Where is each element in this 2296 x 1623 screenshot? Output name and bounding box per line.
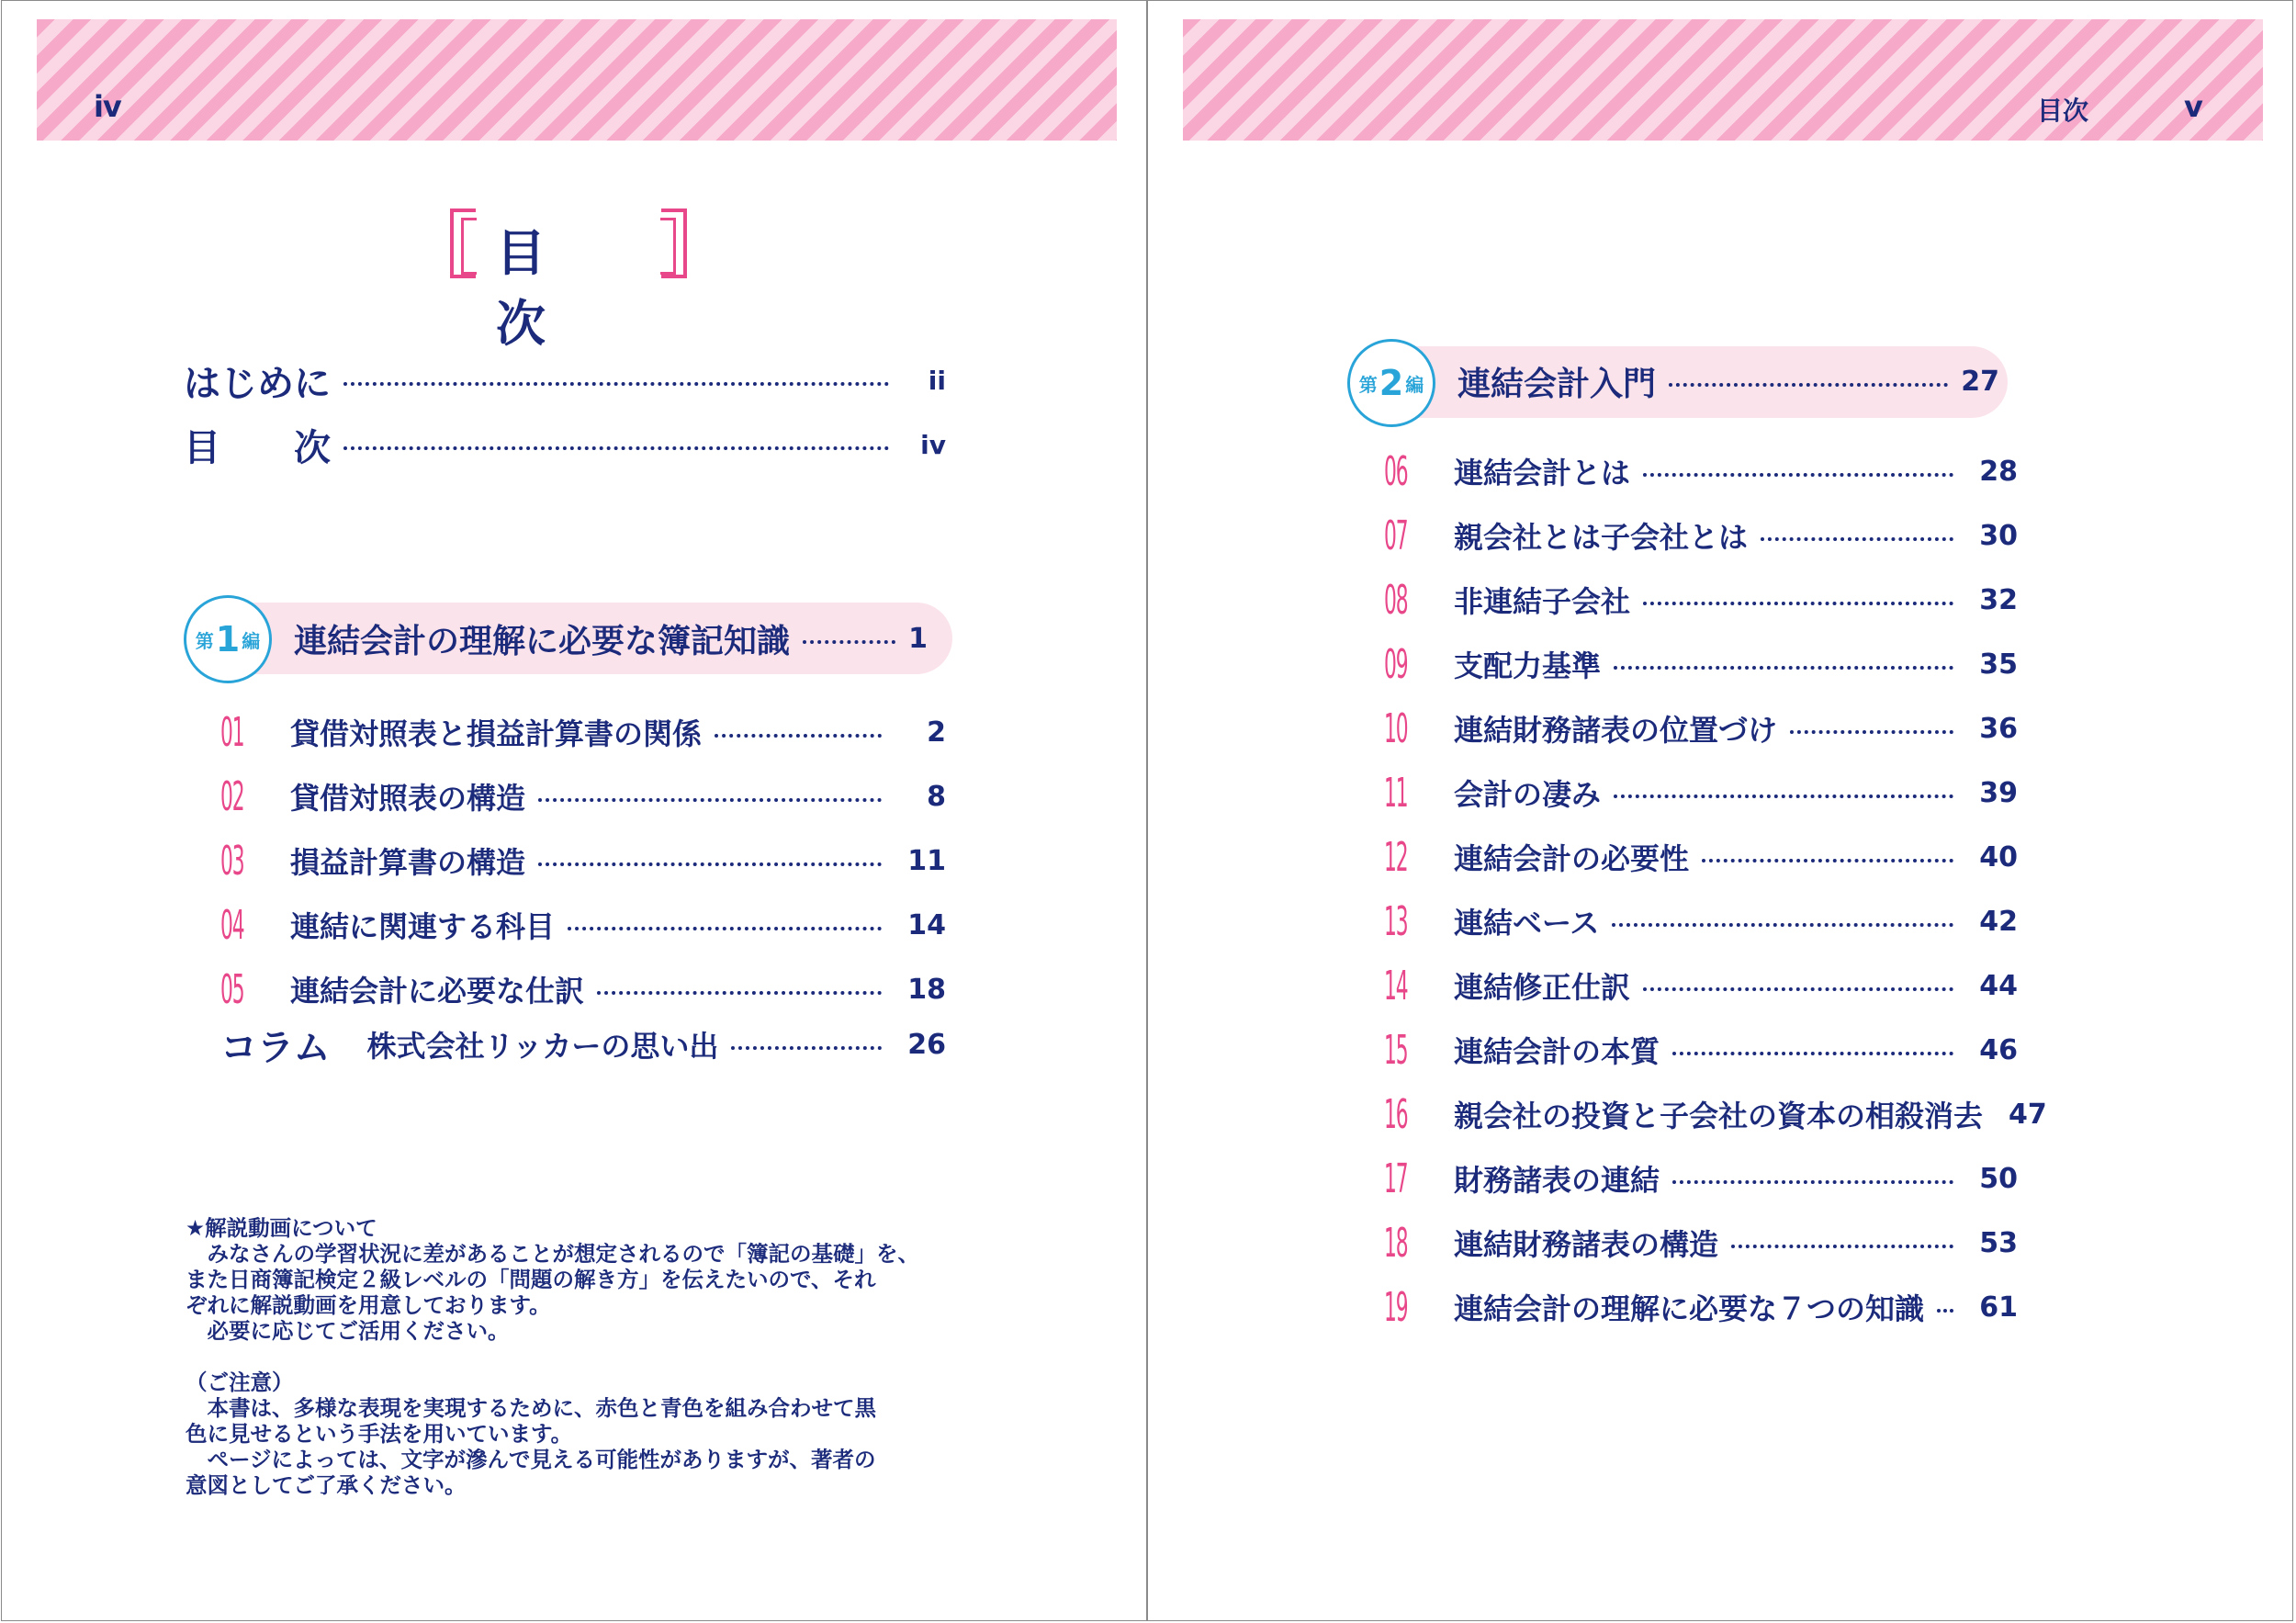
toc-chapter-10[interactable] bbox=[1384, 701, 2018, 756]
toc-entry-page: 27 bbox=[1961, 365, 1999, 398]
toc-column[interactable] bbox=[220, 1017, 946, 1072]
toc-entry-contents[interactable] bbox=[184, 419, 946, 470]
dot-leader bbox=[1614, 666, 1953, 670]
left-bracket-ornament bbox=[450, 209, 476, 278]
dot-leader bbox=[1612, 923, 1953, 927]
chapter-title: 支配力基準 bbox=[1454, 648, 1602, 683]
chapter-title: 損益計算書の構造 bbox=[290, 845, 526, 880]
toc-entry-part2[interactable] bbox=[1458, 355, 1999, 407]
chapter-number: 08 bbox=[1384, 576, 1408, 624]
chapter-number: 06 bbox=[1384, 447, 1408, 495]
toc-chapter-07[interactable] bbox=[1384, 508, 2018, 563]
running-head: 目次 bbox=[2037, 96, 2089, 126]
dot-leader bbox=[1702, 859, 1953, 862]
badge-suffix: 編 bbox=[1405, 373, 1424, 396]
dot-leader bbox=[803, 640, 895, 644]
badge-prefix: 第 bbox=[1358, 373, 1378, 396]
chapter-number: 04 bbox=[220, 901, 244, 949]
toc-chapter-15[interactable] bbox=[1384, 1022, 2018, 1077]
chapter-title: 連結財務諸表の構造 bbox=[1454, 1227, 1719, 1262]
chapter-page: 28 bbox=[1979, 455, 2018, 488]
toc-chapter-11[interactable] bbox=[1384, 765, 2018, 820]
toc-chapter-19[interactable] bbox=[1384, 1279, 2018, 1335]
dot-leader bbox=[538, 862, 882, 866]
page-folio: ⅴ bbox=[2184, 89, 2203, 124]
chapter-title: 連結会計の本質 bbox=[1454, 1034, 1660, 1069]
dot-leader bbox=[1643, 987, 1953, 991]
chapter-page: 2 bbox=[927, 716, 946, 749]
toc-chapter-18[interactable] bbox=[1384, 1215, 2018, 1270]
chapter-page: 50 bbox=[1979, 1162, 2018, 1195]
dot-leader bbox=[538, 798, 882, 802]
dot-leader bbox=[1669, 383, 1948, 387]
chapter-title: 連結財務諸表の位置づけ bbox=[1454, 713, 1778, 748]
toc-chapter-04[interactable] bbox=[220, 897, 946, 952]
chapter-page: 18 bbox=[907, 973, 946, 1006]
chapter-title: 連結会計の必要性 bbox=[1454, 841, 1690, 876]
chapter-title: 連結会計に必要な仕訳 bbox=[290, 974, 585, 1009]
chapter-page: 44 bbox=[1979, 969, 2018, 1002]
header-stripe-band bbox=[37, 19, 1117, 141]
note-text: 意図としてご了承ください。 bbox=[186, 1472, 467, 1498]
toc-chapter-03[interactable] bbox=[220, 833, 946, 888]
dot-leader bbox=[1937, 1309, 1953, 1313]
caution-heading: （ご注意） bbox=[186, 1369, 294, 1395]
column-label: コラム bbox=[220, 1026, 331, 1069]
toc-chapter-12[interactable] bbox=[1384, 829, 2018, 885]
toc-entry-page: 1 bbox=[908, 622, 928, 655]
chapter-number: 09 bbox=[1384, 640, 1408, 688]
toc-title-text: 目 次 bbox=[496, 224, 665, 353]
chapter-page: 61 bbox=[1979, 1291, 2018, 1324]
toc-chapter-16[interactable] bbox=[1384, 1087, 2047, 1142]
header-stripe-band bbox=[1183, 19, 2263, 141]
chapter-title: 連結修正仕訳 bbox=[1454, 970, 1631, 1005]
chapter-page: 36 bbox=[1979, 712, 2018, 745]
chapter-page: 14 bbox=[907, 908, 946, 941]
dot-leader bbox=[1761, 537, 1953, 541]
toc-entry-label: 目 次 bbox=[184, 426, 331, 469]
chapter-title: 貸借対照表と損益計算書の関係 bbox=[290, 716, 703, 751]
page-folio: ⅳ bbox=[94, 89, 123, 124]
chapter-number: 17 bbox=[1384, 1155, 1408, 1202]
chapter-page: 42 bbox=[1979, 905, 2018, 938]
column-page: 26 bbox=[907, 1028, 946, 1061]
chapter-number: 18 bbox=[1384, 1219, 1408, 1267]
toc-entry-label: はじめに bbox=[184, 362, 331, 405]
toc-entry-part1[interactable] bbox=[294, 613, 928, 664]
chapter-number: 10 bbox=[1384, 704, 1408, 752]
part1-badge bbox=[184, 595, 272, 683]
chapter-number: 19 bbox=[1384, 1283, 1408, 1331]
badge-suffix: 編 bbox=[242, 629, 261, 652]
chapter-number: 03 bbox=[220, 837, 244, 885]
chapter-title: 非連結子会社 bbox=[1454, 584, 1631, 619]
chapter-number: 01 bbox=[220, 708, 244, 756]
chapter-page: 11 bbox=[907, 844, 946, 877]
chapter-title: 財務諸表の連結 bbox=[1454, 1163, 1660, 1198]
toc-title bbox=[450, 209, 687, 353]
left-page bbox=[1, 0, 1147, 1621]
dot-leader bbox=[731, 1046, 882, 1050]
dot-leader bbox=[1672, 1180, 1953, 1184]
chapter-number: 02 bbox=[220, 772, 244, 820]
dot-leader bbox=[568, 927, 882, 930]
chapter-page: 47 bbox=[2009, 1098, 2047, 1131]
dot-leader bbox=[343, 382, 889, 386]
chapter-number: 15 bbox=[1384, 1026, 1408, 1074]
chapter-title: 貸借対照表の構造 bbox=[290, 781, 526, 816]
dot-leader bbox=[597, 991, 882, 995]
dot-leader bbox=[1614, 795, 1953, 798]
toc-chapter-06[interactable] bbox=[1384, 444, 2018, 499]
chapter-number: 14 bbox=[1384, 962, 1408, 1009]
toc-entry-preface[interactable] bbox=[184, 355, 946, 406]
chapter-title: 連結に関連する科目 bbox=[290, 909, 556, 944]
chapter-page: 40 bbox=[1979, 840, 2018, 873]
column-title: 株式会社リッカーの思い出 bbox=[366, 1029, 719, 1064]
right-bracket-ornament bbox=[661, 209, 687, 278]
chapter-title: 会計の凄み bbox=[1454, 777, 1602, 812]
toc-entry-page: ii bbox=[928, 365, 946, 396]
toc-chapter-14[interactable] bbox=[1384, 958, 2018, 1013]
chapter-page: 30 bbox=[1979, 519, 2018, 552]
toc-chapter-02[interactable] bbox=[220, 769, 946, 824]
chapter-title: 親会社とは子会社とは bbox=[1454, 520, 1749, 555]
note-text: 本書は、多様な表現を実現するために、赤色と青色を組み合わせて黒 bbox=[207, 1395, 876, 1421]
chapter-number: 05 bbox=[220, 965, 244, 1013]
dot-leader bbox=[1643, 602, 1953, 605]
chapter-page: 53 bbox=[1979, 1226, 2018, 1259]
toc-chapter-13[interactable] bbox=[1384, 894, 2018, 949]
toc-chapter-01[interactable] bbox=[220, 704, 946, 760]
toc-chapter-05[interactable] bbox=[220, 962, 946, 1017]
toc-chapter-17[interactable] bbox=[1384, 1151, 2018, 1206]
part-title: 連結会計の理解に必要な簿記知識 bbox=[294, 622, 791, 660]
chapter-page: 8 bbox=[927, 780, 946, 813]
chapter-page: 32 bbox=[1979, 583, 2018, 616]
chapter-title: 連結会計とは bbox=[1454, 456, 1631, 490]
note-text: 色に見せるという手法を用いています。 bbox=[186, 1421, 573, 1447]
toc-entry-page: iv bbox=[920, 429, 946, 460]
badge-number: 1 bbox=[215, 619, 241, 659]
note-text: 必要に応じてご活用ください。 bbox=[207, 1318, 510, 1344]
dot-leader bbox=[1643, 473, 1953, 477]
note-text: また日商簿記検定２級レベルの「問題の解き方」を伝えたいので、それ bbox=[186, 1267, 876, 1292]
video-note-heading: ★解説動画について bbox=[186, 1215, 377, 1241]
chapter-page: 46 bbox=[1979, 1033, 2018, 1066]
chapter-number: 11 bbox=[1384, 769, 1408, 817]
toc-chapter-09[interactable] bbox=[1384, 637, 2018, 692]
chapter-number: 16 bbox=[1384, 1090, 1408, 1138]
chapter-page: 39 bbox=[1979, 776, 2018, 809]
chapter-title: 連結ベース bbox=[1454, 906, 1600, 941]
right-page bbox=[1147, 0, 2293, 1621]
dot-leader bbox=[1790, 730, 1953, 734]
dot-leader bbox=[1672, 1052, 1953, 1055]
chapter-number: 12 bbox=[1384, 833, 1408, 881]
part-title: 連結会計入門 bbox=[1458, 365, 1657, 403]
chapter-title: 親会社の投資と子会社の資本の相殺消去 bbox=[1454, 1099, 1984, 1133]
note-text: みなさんの学習状況に差があることが想定されるので「簿記の基礎」を、 bbox=[207, 1241, 919, 1267]
badge-prefix: 第 bbox=[195, 629, 214, 652]
part2-badge bbox=[1347, 339, 1435, 427]
dot-leader bbox=[715, 734, 882, 738]
notes-block bbox=[186, 1215, 966, 1498]
dot-leader bbox=[1731, 1245, 1953, 1248]
note-text: ぞれに解説動画を用意しております。 bbox=[186, 1292, 551, 1318]
chapter-number: 13 bbox=[1384, 897, 1408, 945]
chapter-number: 07 bbox=[1384, 512, 1408, 559]
badge-number: 2 bbox=[1379, 363, 1404, 403]
dot-leader bbox=[343, 446, 889, 450]
note-text: ページによっては、文字が滲んで見える可能性がありますが、著者の bbox=[207, 1447, 876, 1472]
chapter-title: 連結会計の理解に必要な７つの知識 bbox=[1454, 1291, 1925, 1326]
chapter-page: 35 bbox=[1979, 648, 2018, 681]
toc-chapter-08[interactable] bbox=[1384, 572, 2018, 627]
